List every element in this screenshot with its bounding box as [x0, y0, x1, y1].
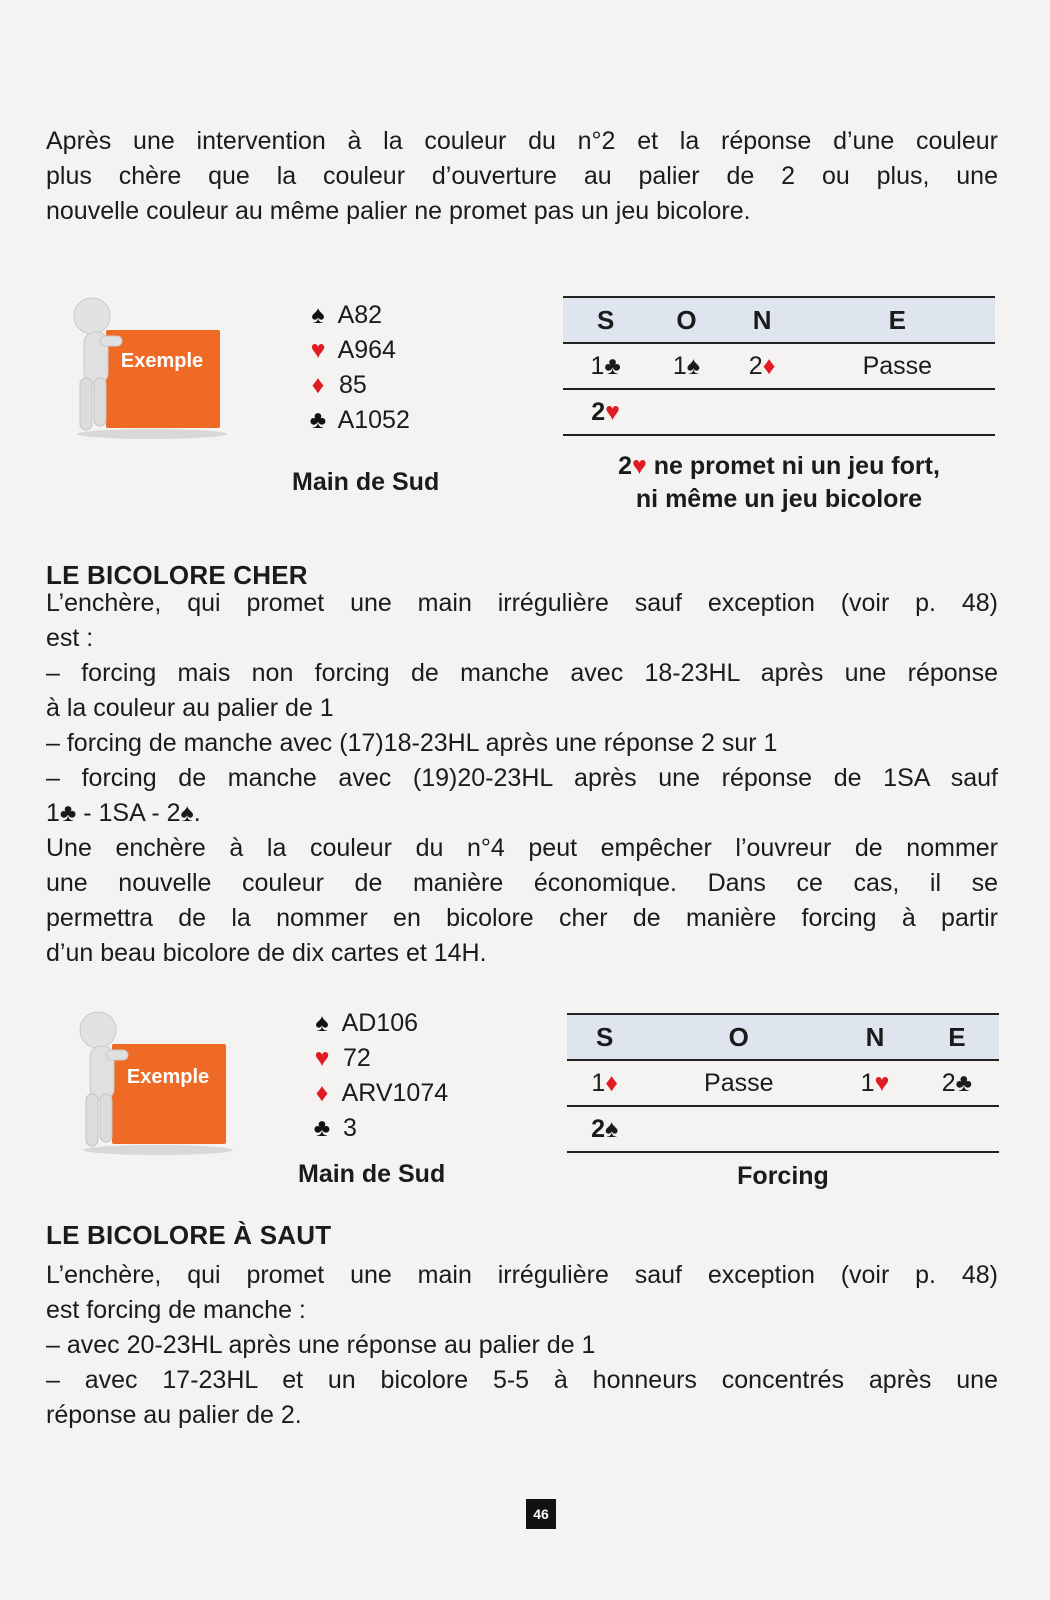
- club-icon: ♣: [309, 406, 327, 434]
- header-north: N: [835, 1014, 915, 1060]
- bidding-caption: [563, 450, 995, 516]
- page-number: 46: [526, 1499, 556, 1529]
- bid-cell: [835, 1106, 915, 1152]
- hand-row-diamonds: [308, 1076, 528, 1111]
- example-label: Exemple: [126, 1066, 210, 1088]
- hand-cards: A1052: [337, 406, 410, 434]
- section-paragraph: [46, 1258, 998, 1433]
- bid-cell: 1♦: [567, 1060, 642, 1106]
- bid-cell: 2♠: [567, 1106, 642, 1152]
- example-figure: [62, 292, 232, 442]
- text-line: – avec 20-23HL après une réponse au palier de 1: [46, 1331, 596, 1359]
- hand-cards: A964: [337, 336, 396, 364]
- text-line: – forcing de manche avec (17)18-23HL après une réponse 2 sur 1: [46, 729, 778, 757]
- heart-icon: ♥: [314, 1044, 330, 1072]
- text-line: L’enchère, qui promet une main irrégulière sauf exception (voir p. 48): [46, 589, 998, 617]
- header-south: S: [563, 297, 648, 343]
- text-line: – forcing mais non forcing de manche avec 18-23HL après une réponse: [46, 659, 998, 687]
- bid-cell: Passe: [642, 1060, 835, 1106]
- caption-line: 2♥ ne promet ni un jeu fort,: [618, 452, 940, 480]
- hand-row-diamonds: [304, 368, 524, 403]
- text-line: est :: [46, 624, 94, 652]
- header-west: O: [642, 1014, 835, 1060]
- header-east: E: [800, 297, 995, 343]
- bidding-table: [563, 296, 995, 436]
- text-line: – avec 17-23HL et un bicolore 5-5 à honneurs concentrés après une: [46, 1366, 998, 1394]
- bid-cell: 2♣: [915, 1060, 999, 1106]
- bid-cell: 2♥: [563, 389, 648, 435]
- section-heading: LE BICOLORE À SAUT: [46, 1220, 332, 1250]
- header-south: S: [567, 1014, 642, 1060]
- hand-cards: AD106: [341, 1009, 419, 1037]
- spade-icon: ♠: [311, 301, 325, 329]
- hand-caption: Main de Sud: [298, 1160, 446, 1188]
- bid-cell: 1♠: [648, 343, 724, 389]
- hand-caption: Main de Sud: [292, 468, 440, 496]
- hand-cards: A82: [337, 301, 383, 329]
- bidding-table: [567, 1013, 999, 1153]
- header-north: N: [725, 297, 800, 343]
- text-line: d’un beau bicolore de dix cartes et 14H.: [46, 939, 487, 967]
- text-line: permettra de la nommer en bicolore cher de manière forcing à partir: [46, 904, 998, 932]
- bid-cell: 2♦: [725, 343, 800, 389]
- diamond-icon: ♦: [315, 1079, 329, 1107]
- text-line: L’enchère, qui promet une main irrégulière sauf exception (voir p. 48): [46, 1261, 998, 1289]
- hand-row-clubs: [308, 1111, 528, 1146]
- example-label: Exemple: [120, 350, 204, 372]
- bid-cell: 1♣: [563, 343, 648, 389]
- text-line: plus chère que la couleur d’ouverture au palier de 2 ou plus, une: [46, 162, 998, 190]
- bidding-caption: Forcing: [737, 1162, 829, 1190]
- bid-cell: Passe: [800, 343, 995, 389]
- hand-row-spades: [304, 298, 524, 333]
- hand-row-clubs: [304, 403, 524, 438]
- club-icon: ♣: [313, 1114, 331, 1142]
- hand-cards: 72: [342, 1044, 371, 1072]
- text-line: une nouvelle couleur de manière économique. Dans ce cas, il se: [46, 869, 998, 897]
- section-heading: LE BICOLORE CHER: [46, 560, 308, 590]
- bid-cell: [915, 1106, 999, 1152]
- hand-cards: 85: [338, 371, 367, 399]
- text-line: 1♣ - 1SA - 2♠.: [46, 799, 201, 827]
- hand-cards: 3: [342, 1114, 357, 1142]
- text-line: – forcing de manche avec (19)20-23HL après une réponse de 1SA sauf: [46, 764, 998, 792]
- hand-cards: ARV1074: [341, 1079, 449, 1107]
- south-hand: [304, 298, 524, 438]
- caption-line: ni même un jeu bicolore: [635, 485, 923, 513]
- text-line: Une enchère à la couleur du n°4 peut empêcher l’ouvreur de nommer: [46, 834, 998, 862]
- diamond-icon: ♦: [311, 371, 325, 399]
- text-line: réponse au palier de 2.: [46, 1401, 302, 1429]
- text-line: est forcing de manche :: [46, 1296, 306, 1324]
- bid-cell: [648, 389, 724, 435]
- hand-row-hearts: [308, 1041, 528, 1076]
- spade-icon: ♠: [315, 1009, 329, 1037]
- text-line: Après une intervention à la couleur du n°2 et la réponse d’une couleur: [46, 127, 998, 155]
- bid-cell: 1♥: [835, 1060, 915, 1106]
- header-east: E: [915, 1014, 999, 1060]
- hand-row-hearts: [304, 333, 524, 368]
- bid-cell: [800, 389, 995, 435]
- text-line: à la couleur au palier de 1: [46, 694, 334, 722]
- header-west: O: [648, 297, 724, 343]
- example-figure: [68, 1008, 238, 1158]
- bid-cell: [725, 389, 800, 435]
- section-paragraph: [46, 586, 998, 971]
- intro-paragraph: [46, 124, 998, 229]
- south-hand: [308, 1006, 528, 1146]
- hand-row-spades: [308, 1006, 528, 1041]
- bid-cell: [642, 1106, 835, 1152]
- heart-icon: ♥: [310, 336, 326, 364]
- text-line: nouvelle couleur au même palier ne promet pas un jeu bicolore.: [46, 197, 751, 225]
